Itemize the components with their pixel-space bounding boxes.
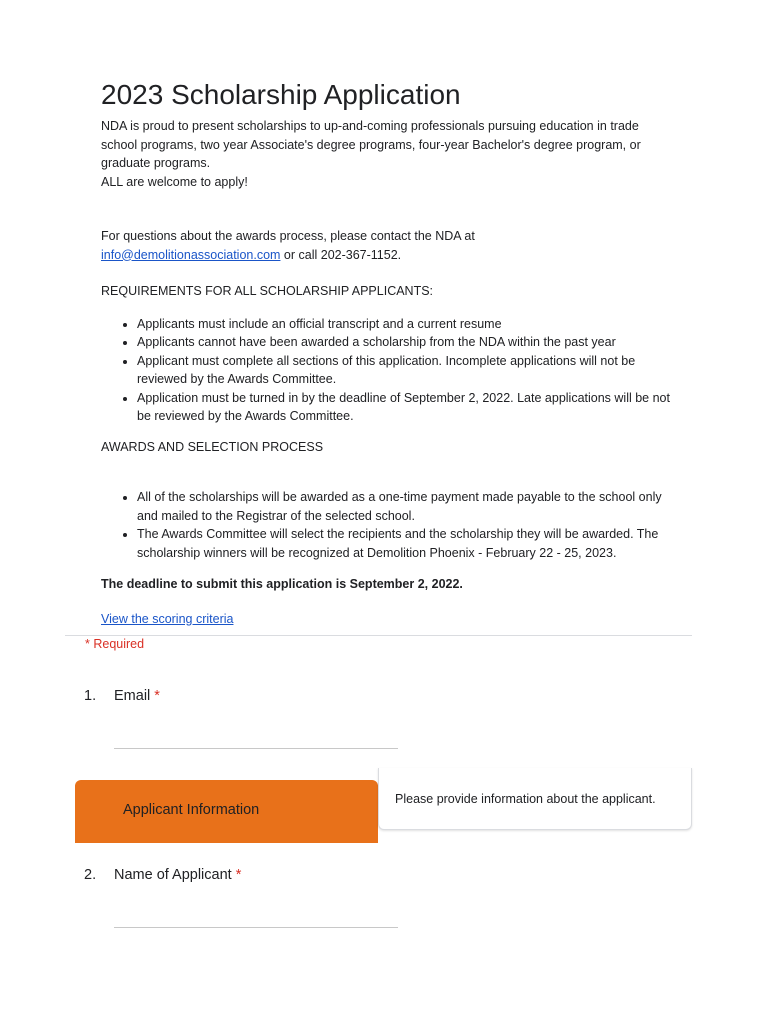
requirements-list: [101, 315, 676, 426]
contact-email-link[interactable]: info@demolitionassociation.com: [101, 247, 281, 262]
question-name-of-applicant: [84, 867, 241, 883]
list-item: • Applicants cannot have been awarded a scholarship from the NDA within the past year: [137, 333, 676, 352]
header-divider: [65, 635, 692, 636]
section-description: Please provide information about the applicant.: [395, 792, 656, 806]
contact-prefix: For questions about the awards process, please contact the NDA at: [101, 229, 475, 243]
list-item: • Applicants must include an official transcript and a current resume: [137, 315, 676, 334]
required-asterisk: *: [235, 867, 242, 883]
question-email: [84, 688, 160, 704]
list-item: • Applicant must complete all sections of this application. Incomplete applications will not be reviewed by the Awards Committee.: [137, 352, 676, 389]
question-label: Email: [114, 688, 151, 704]
name-of-applicant-input[interactable]: [114, 927, 398, 928]
awards-list: [101, 488, 676, 562]
page-title: 2023 Scholarship Application: [101, 79, 461, 110]
requirements-heading: REQUIREMENTS FOR ALL SCHOLARSHIP APPLICANTS:: [101, 284, 434, 298]
deadline-notice: The deadline to submit this application is September 2, 2022.: [101, 577, 463, 591]
section-header-applicant-information: [75, 780, 378, 843]
scoring-criteria-link[interactable]: View the scoring criteria: [101, 611, 234, 626]
required-note: * Required: [85, 637, 145, 651]
intro-paragraph: NDA is proud to present scholarships to up-and-coming professionals pursuing education in trade school programs, two year Associate's degree programs, four-year Bachelor's degree program, or graduate programs.: [101, 119, 641, 170]
required-asterisk: *: [154, 688, 160, 704]
list-item: • All of the scholarships will be awarded as a one-time payment made payable to the school only and mailed to the Registrar of the selected school.: [137, 488, 676, 525]
list-item: • The Awards Committee will select the recipients and the scholarship they will be awarded. The scholarship winners will be recognized at Demolition Phoenix - February 22 - 25, 2023.: [137, 525, 676, 562]
section-title: Applicant Information: [123, 802, 260, 818]
awards-heading: AWARDS AND SELECTION PROCESS: [101, 439, 324, 454]
email-input[interactable]: [114, 748, 398, 749]
question-number: 1.: [84, 688, 97, 704]
intro-welcome: ALL are welcome to apply!: [101, 174, 248, 189]
section-description-card: [378, 768, 692, 830]
question-number: 2.: [84, 867, 97, 883]
form-header: [101, 78, 676, 628]
contact-paragraph: [101, 227, 676, 264]
question-label: Name of Applicant: [114, 867, 232, 883]
list-item: • Application must be turned in by the deadline of September 2, 2022. Late applications will be not be reviewed by the Awards Committee.: [137, 389, 676, 426]
contact-phone: or call 202-367-1152.: [280, 247, 402, 262]
